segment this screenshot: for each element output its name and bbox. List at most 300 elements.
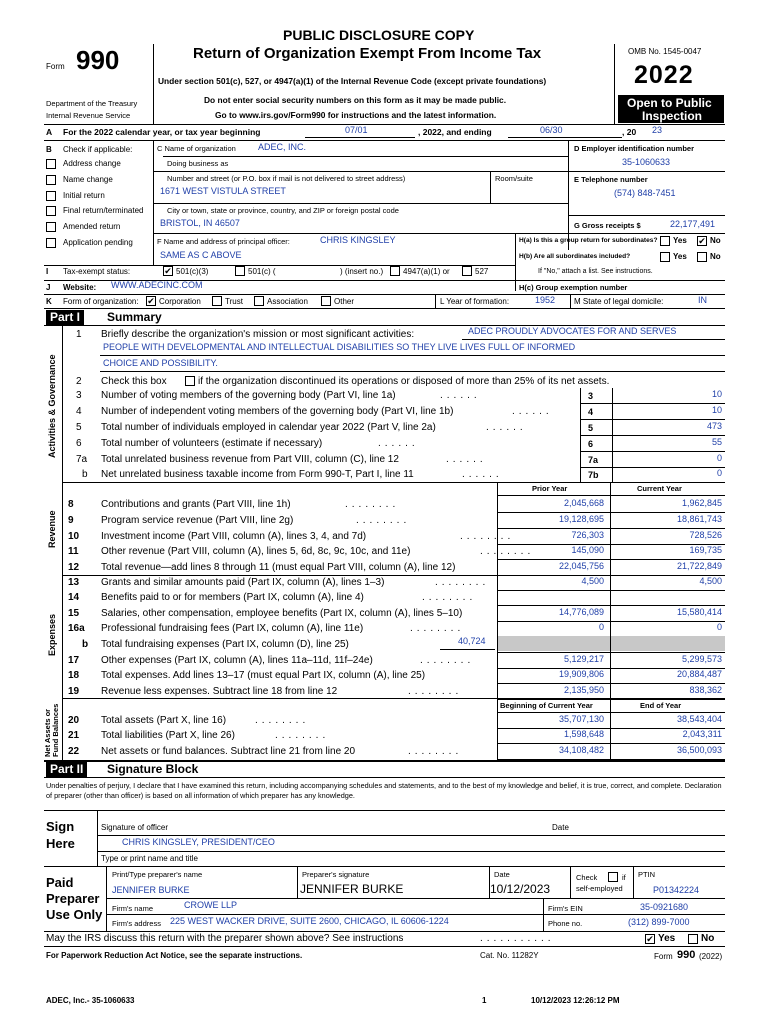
room-label: Room/suite — [495, 174, 533, 183]
firm-ein-value[interactable]: 35-0921680 — [640, 902, 689, 912]
gov-box-left — [580, 388, 581, 482]
current-year-value[interactable]: 36,500,093 — [676, 745, 722, 755]
fin-line-number: 19 — [68, 686, 80, 697]
current-year-value[interactable]: 20,884,487 — [676, 669, 722, 679]
line-i-label: I — [46, 267, 49, 276]
line-k-label: K — [46, 297, 52, 306]
line1-text: Briefly describe the organization's mission or most significant activities: — [101, 329, 415, 340]
fin-row-rule — [497, 621, 725, 622]
prior-year-value[interactable]: 4,500 — [581, 576, 604, 586]
org-name-label: C Name of organization — [157, 144, 236, 153]
discontinued-checkbox[interactable] — [185, 376, 195, 386]
fundraising-16b-shade — [498, 636, 725, 651]
gov-line-value[interactable]: 0 — [716, 468, 722, 478]
final-return-checkbox[interactable] — [46, 206, 56, 216]
group-return-no-label: No — [710, 236, 721, 245]
preparer-signature-label: Preparer's signature — [302, 870, 370, 879]
group-return-question: H(a) Is this a group return for subordinates? — [519, 237, 658, 244]
line-i-rule — [44, 265, 515, 266]
officer-name-value[interactable]: CHRIS KINGSLEY — [320, 235, 396, 245]
line-a-label: A — [46, 127, 53, 137]
gov-box-label: 7a — [588, 455, 599, 465]
catalog-number: Cat. No. 11282Y — [480, 951, 539, 960]
self-employed-label: self-employed — [576, 884, 623, 893]
fin-line-text: Total fundraising expenses (Part IX, column (D), line 25) — [101, 639, 349, 650]
fin-line-text: Total liabilities (Part X, line 26) — [101, 730, 235, 741]
tax-year-begin[interactable]: 07/01 — [345, 125, 368, 135]
fundraising-16b-value[interactable]: 40,724 — [458, 636, 486, 646]
fin-line-text: Total assets (Part X, line 16) — [101, 715, 227, 726]
l-divider — [435, 294, 436, 308]
prior-year-value[interactable]: 22,045,756 — [558, 561, 604, 571]
line-a-yr-prefix: , 20 — [622, 127, 637, 137]
ptin-value[interactable]: P01342224 — [653, 885, 700, 895]
footer-timestamp: 10/12/2023 12:26:12 PM — [531, 996, 620, 1005]
gov-line-value[interactable]: 10 — [711, 389, 722, 399]
fin-line-text: Benefits paid to or for members (Part IX, column (A), line 4) — [101, 592, 364, 603]
irs-label: Internal Revenue Service — [46, 111, 131, 120]
fin-line-leader: ........ — [345, 499, 400, 510]
part2-tag: Part II — [46, 762, 87, 777]
fin-line-number: 10 — [68, 531, 80, 542]
gov-row-rule — [580, 435, 725, 436]
prior-year-value[interactable]: 1,598,648 — [563, 729, 604, 739]
current-year-value[interactable]: 21,722,849 — [676, 561, 722, 571]
form-subtitle: Under section 501(c), 527, or 4947(a)(1) of the Internal Revenue Code (except private foundations) — [158, 76, 547, 86]
current-year-value[interactable]: 5,299,573 — [681, 654, 722, 664]
current-year-value[interactable]: 15,580,414 — [676, 607, 722, 617]
exempt-insert-label: ) (insert no.) — [340, 267, 384, 276]
h-divider — [515, 233, 516, 291]
amended-return-label: Amended return — [63, 222, 121, 231]
city-value[interactable]: BRISTOL, IN 46507 — [160, 218, 240, 228]
state-domicile-value[interactable]: IN — [698, 295, 707, 305]
form-number: 990 — [76, 45, 120, 75]
current-year-value[interactable]: 18,861,743 — [676, 514, 722, 524]
trust-label: Trust — [225, 297, 243, 306]
current-year-value[interactable]: 38,543,404 — [676, 714, 722, 724]
fin-line-leader: ........ — [460, 531, 515, 542]
line-a-text: For the 2022 calendar year, or tax year beginning — [63, 127, 261, 137]
prior-year-value[interactable]: 0 — [598, 622, 604, 632]
instructions-link[interactable]: Go to www.irs.gov/Form990 for instructions and the latest information. — [215, 110, 497, 120]
firm-phone-label: Phone no. — [548, 919, 583, 928]
header-divider-left — [153, 44, 154, 124]
line-a-mid: , 2022, and ending — [418, 127, 492, 137]
mission-line-2[interactable]: PEOPLE WITH DEVELOPMENTAL AND INTELLECTUAL DISABILITIES SO THEY LIVE LIVES FULL OF INFORMED — [103, 342, 576, 352]
fin-line-number: 14 — [68, 592, 80, 603]
part2-title: Signature Block — [107, 762, 199, 776]
subordinates-question: H(b) Are all subordinates included? — [519, 253, 631, 260]
gov-box-label: 3 — [588, 391, 594, 401]
year-formation-label: L Year of formation: — [440, 297, 510, 306]
sign-here-2: Here — [46, 836, 75, 851]
line2-number: 2 — [76, 376, 82, 387]
gov-box-label: 7b — [588, 470, 599, 480]
exempt-527-checkbox[interactable] — [462, 266, 472, 276]
perjury-statement: Under penalties of perjury, I declare that I have examined this return, including accompanying schedules and statements, and to the best of my knowledge and belief, it is true, correct, and complete. Declaration of preparer (other than officer) is based on all information of which preparer has any knowledge. — [46, 781, 722, 800]
footer-page: 1 — [482, 996, 487, 1005]
corporation-checkbox[interactable] — [146, 296, 156, 306]
line-b-label: B — [46, 145, 52, 154]
header-divider-right — [614, 44, 615, 124]
fin-line-number: b — [82, 639, 89, 650]
rev-bottom-rule — [62, 575, 725, 576]
footer-form-year: (2022) — [699, 952, 723, 961]
street-label: Number and street (or P.O. box if mail is not delivered to street address) — [167, 174, 406, 183]
firm-address-value[interactable]: 225 WEST WACKER DRIVE, SUITE 2600, CHICAGO, IL 60606-1224 — [170, 916, 449, 926]
name-change-label: Name change — [63, 175, 113, 184]
exempt-527-label: 527 — [475, 267, 489, 276]
begin-year-header: Beginning of Current Year — [500, 701, 593, 710]
group-exemption-label: H(c) Group exemption number — [519, 283, 628, 292]
gov-line-value[interactable]: 0 — [716, 453, 722, 463]
public-disclosure-heading: PUBLIC DISCLOSURE COPY — [283, 27, 475, 43]
prior-col-right — [610, 482, 611, 760]
fin-line-leader: ........ — [408, 746, 463, 757]
prior-year-value[interactable]: 145,090 — [571, 545, 604, 555]
self-employed-checkbox[interactable] — [608, 872, 618, 882]
type-print-label: Type or print name and title — [101, 854, 198, 863]
tax-year-end[interactable]: 06/30 — [540, 125, 563, 135]
gross-rule — [568, 215, 725, 216]
discuss-question: May the IRS discuss this return with the preparer shown above? See instructions — [46, 933, 404, 944]
name-change-checkbox[interactable] — [46, 175, 56, 185]
current-year-value[interactable]: 728,526 — [689, 530, 722, 540]
fin-row-rule — [497, 512, 725, 513]
m-divider — [570, 294, 571, 308]
preparer-name-label: Print/Type preparer's name — [112, 870, 203, 879]
prior-year-value[interactable]: 726,303 — [571, 530, 604, 540]
gov-line-leader: ...... — [462, 469, 503, 480]
part1-title: Summary — [107, 310, 162, 324]
line-b-text: Check if applicable: — [63, 145, 133, 154]
prep-col-1 — [297, 866, 298, 898]
fin-row-rule — [497, 605, 725, 606]
prep-col-3 — [570, 866, 571, 898]
firm-address-rule — [106, 914, 725, 915]
current-year-header: Current Year — [637, 484, 682, 493]
fin-line-number: 11 — [68, 546, 79, 557]
fin-line-text: Salaries, other compensation, employee benefits (Part IX, column (A), lines 5–10) — [101, 608, 463, 619]
initial-return-label: Initial return — [63, 191, 105, 200]
city-rule — [153, 203, 568, 204]
side-label-net-assets: Net Assets or Fund Balances — [43, 703, 60, 757]
fin-row-rule — [497, 652, 725, 653]
part1-rule — [44, 308, 725, 309]
group-return-no-checkbox[interactable] — [697, 236, 707, 246]
self-employed-check-label: Check — [576, 873, 598, 882]
fin-line-number: 16a — [68, 623, 85, 634]
subordinates-no-label: No — [710, 252, 721, 261]
gov-box-label: 4 — [588, 407, 594, 417]
officer-label: F Name and address of principal officer: — [157, 237, 290, 246]
part1-tag: Part I — [46, 310, 84, 325]
exempt-501c3-checkbox[interactable] — [163, 266, 173, 276]
gov-row-rule — [580, 419, 725, 420]
current-year-value[interactable]: 0 — [716, 622, 722, 632]
sign-date-label: Date — [552, 823, 569, 832]
address-change-label: Address change — [63, 159, 121, 168]
gov-line-number: 5 — [76, 422, 82, 433]
tax-year: 2022 — [634, 61, 694, 89]
gov-row-rule — [580, 451, 725, 452]
line-j-text: Website: — [63, 283, 97, 292]
current-year-value[interactable]: 1,962,845 — [681, 498, 722, 508]
street-rule — [153, 171, 568, 172]
fin-line-leader: ........ — [255, 715, 310, 726]
fin-line-text: Revenue less expenses. Subtract line 18 from line 12 — [101, 686, 338, 697]
line2-text-a: Check this box — [101, 376, 167, 387]
fin-line-number: 13 — [68, 577, 80, 588]
mission-rule-3 — [100, 371, 725, 372]
org-name-value[interactable]: ADEC, INC. — [258, 142, 307, 152]
prior-year-value[interactable]: 2,045,668 — [563, 498, 604, 508]
fin-line-text: Contributions and grants (Part VIII, line 1h) — [101, 499, 291, 510]
firm-rule — [106, 898, 725, 899]
preparer-date-label: Date — [494, 870, 510, 879]
gov-line-value[interactable]: 55 — [711, 437, 722, 447]
paid-preparer-1: Paid — [46, 875, 74, 890]
gross-receipts-value[interactable]: 22,177,491 — [670, 219, 716, 229]
officer-address-value[interactable]: SAME AS C ABOVE — [160, 250, 242, 260]
mission-rule-1 — [462, 339, 725, 340]
gov-line-leader: ...... — [446, 454, 487, 465]
footer-form-number: 990 — [677, 949, 696, 961]
rev-top-rule — [497, 495, 725, 496]
fin-row-rule — [497, 683, 725, 684]
fin-line-number: 9 — [68, 515, 74, 526]
fin-row-rule — [497, 743, 725, 744]
sign-divider — [97, 810, 98, 866]
gov-line-text: Total unrelated business revenue from Part VIII, column (C), line 12 — [101, 454, 399, 465]
paid-preparer-3: Use Only — [46, 907, 103, 922]
fin-line-leader: ........ — [435, 577, 490, 588]
fin-line-text: Grants and similar amounts paid (Part IX, column (A), lines 1–3) — [101, 577, 385, 588]
association-label: Association — [267, 297, 308, 306]
footer-form-label: Form — [654, 952, 673, 961]
prior-year-value[interactable]: 5,129,217 — [563, 654, 604, 664]
sign-here-1: Sign — [46, 819, 75, 834]
paperwork-notice: For Paperwork Reduction Act Notice, see the separate instructions. — [46, 951, 303, 960]
firm-address-label: Firm's address — [112, 919, 161, 928]
discuss-yes-label: Yes — [658, 933, 676, 944]
address-change-checkbox[interactable] — [46, 159, 56, 169]
line-a-rule — [44, 140, 725, 141]
amended-return-checkbox[interactable] — [46, 222, 56, 232]
phone-rule — [568, 171, 725, 172]
dba-label: Doing business as — [167, 159, 229, 168]
prior-year-value[interactable]: 14,776,089 — [558, 607, 604, 617]
fin-line-leader: ........ — [480, 546, 535, 557]
officer-name-title-value[interactable]: CHRIS KINGSLEY, PRESIDENT/CEO — [122, 837, 275, 847]
current-year-value[interactable]: 4,500 — [699, 576, 722, 586]
preparer-name-value[interactable]: JENNIFER BURKE — [112, 885, 190, 895]
omb-number: OMB No. 1545-0047 — [628, 47, 702, 56]
ssn-notice: Do not enter social security numbers on this form as it may be made public. — [204, 95, 507, 105]
ein-value[interactable]: 35-1060633 — [622, 157, 671, 167]
gov-line-value[interactable]: 10 — [711, 405, 722, 415]
fin-line-number: 17 — [68, 655, 80, 666]
gov-line-number: 7a — [76, 454, 88, 465]
exempt-501c3-label: 501(c)(3) — [176, 267, 209, 276]
fin-line-text: Professional fundraising fees (Part IX, column (A), line 11e) — [101, 623, 364, 634]
gov-line-text: Net unrelated business taxable income from Form 990-T, Part I, line 11 — [101, 469, 414, 480]
application-pending-checkbox[interactable] — [46, 238, 56, 248]
exp-bottom-rule — [62, 698, 725, 699]
sign-top-rule — [44, 810, 725, 811]
open-to-public-line2: Inspection — [642, 109, 703, 123]
discuss-yes-checkbox[interactable] — [645, 934, 655, 944]
part2-title-rule — [44, 777, 725, 778]
gov-line-number: 3 — [76, 390, 82, 401]
subordinates-no-checkbox[interactable] — [697, 252, 707, 262]
fin-line-number: 21 — [68, 730, 80, 741]
prior-year-value[interactable]: 19,128,695 — [558, 514, 604, 524]
gov-line-number: 4 — [76, 406, 82, 417]
gov-box-label: 5 — [588, 423, 594, 433]
line1-number: 1 — [76, 329, 82, 340]
gov-line-text: Number of independent voting members of the governing body (Part VI, line 1b) — [101, 406, 454, 417]
group-return-yes-checkbox[interactable] — [660, 236, 670, 246]
gov-line-leader: ...... — [486, 422, 527, 433]
form-title: Return of Organization Exempt From Income Tax — [193, 45, 542, 62]
fin-line-leader: ........ — [408, 686, 463, 697]
group-return-yes-label: Yes — [673, 236, 687, 245]
ein-label: D Employer identification number — [574, 144, 695, 153]
gov-row-rule — [580, 467, 725, 468]
gov-line-text: Number of voting members of the governing body (Part VI, line 1a) — [101, 390, 396, 401]
preparer-date-value[interactable]: 10/12/2023 — [490, 882, 551, 896]
gov-box-right — [612, 388, 613, 482]
fin-row-rule — [497, 590, 725, 591]
fin-line-leader: ........ — [410, 623, 465, 634]
officer-name-rule — [97, 851, 725, 852]
state-domicile-label: M State of legal domicile: — [574, 297, 664, 306]
association-checkbox[interactable] — [254, 296, 264, 306]
firm-name-value[interactable]: CROWE LLP — [184, 900, 238, 910]
phone-label: E Telephone number — [574, 175, 648, 184]
fin-line-text: Net assets or fund balances. Subtract line 21 from line 20 — [101, 746, 356, 757]
tax-year-end-yr[interactable]: 23 — [652, 125, 663, 135]
line-i-text: Tax-exempt status: — [63, 267, 131, 276]
current-year-value[interactable]: 2,043,311 — [682, 729, 722, 739]
self-employed-if-label: if — [622, 873, 626, 882]
current-year-value[interactable]: 169,735 — [689, 545, 722, 555]
fin-row-rule — [497, 528, 725, 529]
firm-phone-value[interactable]: (312) 899-7000 — [628, 917, 690, 927]
gov-line-value[interactable]: 473 — [706, 421, 722, 431]
fin-line-number: 15 — [68, 608, 80, 619]
phone-value[interactable]: (574) 848-7451 — [614, 188, 676, 198]
initial-return-checkbox[interactable] — [46, 191, 56, 201]
fin-line-number: 12 — [68, 562, 80, 573]
net-header-rule — [497, 712, 725, 713]
gov-line-leader: ...... — [512, 406, 553, 417]
officer-sig-rule — [97, 835, 725, 836]
line-k-text: Form of organization: — [63, 297, 139, 306]
side-divider — [62, 325, 63, 760]
line2-text-b: if the organization discontinued its operations or disposed of more than 25% of its net assets. — [198, 376, 610, 387]
fundraising-16b-underline — [440, 649, 495, 650]
mission-rule-2 — [100, 355, 725, 356]
gov-line-text: Total number of volunteers (estimate if necessary) — [101, 438, 323, 449]
fin-line-number: 20 — [68, 715, 80, 726]
discuss-leader: ........... — [480, 933, 555, 944]
side-label-expenses: Expenses — [47, 613, 57, 656]
footer-client: ADEC, Inc.- 35-1060633 — [46, 996, 135, 1005]
prior-year-value[interactable]: 35,707,130 — [558, 714, 604, 724]
current-year-value[interactable]: 838,362 — [689, 685, 722, 695]
dept-treasury: Department of the Treasury — [46, 99, 138, 108]
street-value[interactable]: 1671 WEST VISTULA STREET — [160, 186, 286, 196]
header-bottom-rule — [44, 124, 725, 125]
discuss-no-checkbox[interactable] — [688, 934, 698, 944]
corporation-label: Corporation — [159, 297, 201, 306]
prior-year-value[interactable]: 19,909,806 — [558, 669, 604, 679]
gov-line-leader: ...... — [440, 390, 481, 401]
gov-box-label: 6 — [588, 439, 594, 449]
other-org-label: Other — [334, 297, 355, 306]
gov-line-number: b — [82, 469, 88, 480]
discuss-rule — [44, 931, 725, 932]
fin-line-leader: ........ — [420, 655, 475, 666]
prior-year-value[interactable]: 2,135,950 — [563, 685, 604, 695]
exempt-501c-label: 501(c) ( — [248, 267, 276, 276]
fin-line-text: Other expenses (Part IX, column (A), lines 11a–11d, 11f–24e) — [101, 655, 373, 666]
prep-col-4 — [633, 866, 634, 898]
trust-checkbox[interactable] — [212, 296, 222, 306]
other-org-checkbox[interactable] — [321, 296, 331, 306]
subordinates-yes-checkbox[interactable] — [660, 252, 670, 262]
exempt-4947-label: 4947(a)(1) or — [403, 267, 450, 276]
fin-line-leader: ........ — [275, 730, 330, 741]
fin-line-text: Total expenses. Add lines 13–17 (must equal Part IX, column (A), line 25) — [101, 670, 426, 681]
preparer-signature-value[interactable]: JENNIFER BURKE — [300, 882, 404, 896]
fin-row-rule — [497, 699, 725, 700]
fin-line-text: Total revenue—add lines 8 through 11 (must equal Part VIII, column (A), line 12) — [101, 562, 456, 573]
fin-line-text: Program service revenue (Part VIII, line 2g) — [101, 515, 294, 526]
ptin-label: PTIN — [638, 870, 656, 879]
prior-year-value[interactable]: 34,108,482 — [558, 745, 604, 755]
firm-ein-label: Firm's EIN — [548, 904, 583, 913]
line-j-label: J — [46, 283, 51, 292]
mission-line-3[interactable]: CHOICE AND POSSIBILITY. — [103, 358, 218, 368]
form-label: Form — [46, 62, 65, 71]
fin-line-number: 18 — [68, 670, 80, 681]
gov-bottom-rule — [62, 482, 725, 483]
fin-line-number: 22 — [68, 746, 80, 757]
fin-line-number: 8 — [68, 499, 74, 510]
tax-year-end-underline — [508, 137, 622, 138]
footer-rule — [44, 946, 725, 947]
gov-row-rule — [580, 403, 725, 404]
year-formation-value[interactable]: 1952 — [535, 295, 556, 305]
subordinates-yes-label: Yes — [673, 252, 687, 261]
paid-preparer-2: Preparer — [46, 891, 100, 906]
gov-line-leader: ...... — [378, 438, 419, 449]
exempt-4947-checkbox[interactable] — [390, 266, 400, 276]
application-pending-label: Application pending — [63, 238, 133, 247]
preparer-top-rule — [44, 866, 725, 867]
exempt-501c-checkbox[interactable] — [235, 266, 245, 276]
fin-line-leader: ........ — [422, 592, 477, 603]
room-divider — [490, 171, 491, 203]
website-value[interactable]: WWW.ADECINC.COM — [111, 280, 203, 290]
city-label: City or town, state or province, country, and ZIP or foreign postal code — [167, 206, 399, 215]
gross-receipts-label: G Gross receipts $ — [574, 221, 641, 230]
mission-line-1[interactable]: ADEC PROUDLY ADVOCATES FOR AND SERVES — [468, 326, 677, 336]
